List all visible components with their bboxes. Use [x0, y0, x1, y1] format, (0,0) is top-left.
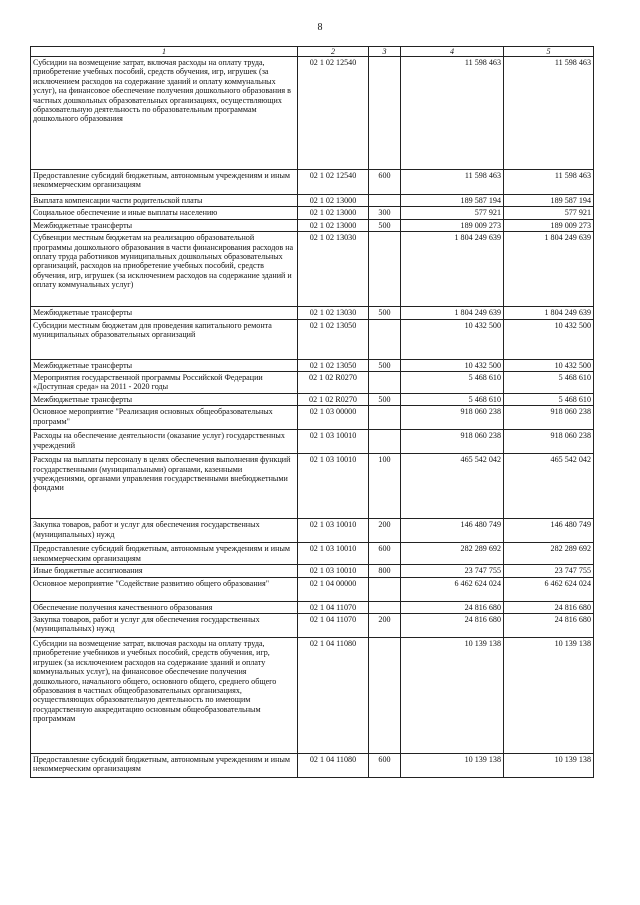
table-row — [31, 430, 594, 454]
row-amount-2: 10 139 138 — [504, 638, 594, 754]
row-code: 02 1 03 10010 — [298, 565, 369, 577]
row-amount-2: 10 139 138 — [504, 754, 594, 778]
column-number-3: 3 — [369, 47, 401, 57]
table-row — [31, 232, 594, 307]
row-amount-1: 11 598 463 — [401, 57, 504, 170]
row-amount-2: 465 542 042 — [504, 454, 594, 519]
page-number: 8 — [317, 22, 323, 33]
row-name: Расходы на выплаты персоналу в целях обеспечения выполнения функций государственными (муниципальными) органами, казенными учреждениями, органами управления государственными внебюджетными фондами — [31, 454, 298, 519]
table-row — [31, 371, 594, 393]
table-row — [31, 359, 594, 371]
row-amount-1: 1 804 249 639 — [401, 307, 504, 319]
row-amount-1: 577 921 — [401, 207, 504, 219]
row-code: 02 1 04 00000 — [298, 577, 369, 601]
row-amount-1: 10 139 138 — [401, 638, 504, 754]
row-amount-1: 10 139 138 — [401, 754, 504, 778]
column-number-2: 2 — [298, 47, 369, 57]
row-type — [369, 638, 401, 754]
row-amount-2: 282 289 692 — [504, 543, 594, 565]
row-type — [369, 319, 401, 359]
row-name: Субсидии местным бюджетам для проведения капитального ремонта муниципальных образовательных организаций — [31, 319, 298, 359]
row-amount-2: 1 804 249 639 — [504, 232, 594, 307]
table-row — [31, 57, 594, 170]
row-amount-1: 24 816 680 — [401, 601, 504, 613]
row-code: 02 1 03 00000 — [298, 406, 369, 430]
row-amount-1: 918 060 238 — [401, 406, 504, 430]
row-amount-1: 6 462 624 024 — [401, 577, 504, 601]
row-type: 200 — [369, 614, 401, 638]
table-row — [31, 393, 594, 405]
table-row — [31, 543, 594, 565]
row-type — [369, 601, 401, 613]
row-name: Межбюджетные трансферты — [31, 393, 298, 405]
table-row — [31, 307, 594, 319]
row-amount-2: 146 480 749 — [504, 519, 594, 543]
row-type: 500 — [369, 307, 401, 319]
row-amount-1: 189 587 194 — [401, 195, 504, 207]
row-name: Предоставление субсидий бюджетным, автономным учреждениям и иным некоммерческим организациям — [31, 543, 298, 565]
row-name: Субсидии на возмещение затрат, включая расходы на оплату труда, приобретение учебных пособий, средств обучения, игр, игрушек (за исключением расходов на содержание зданий и оплату коммунальных услуг), на финансовое обеспечение получения дошкольного образования в частных дошкольных образовательных организациях, осуществляющих образовательную деятельность по образовательным программам дошкольного образования — [31, 57, 298, 170]
table-body — [31, 47, 594, 778]
row-code: 02 1 02 13000 — [298, 195, 369, 207]
row-name: Межбюджетные трансферты — [31, 307, 298, 319]
table-row — [31, 207, 594, 219]
row-code: 02 1 03 10010 — [298, 519, 369, 543]
row-type — [369, 430, 401, 454]
column-number-5: 5 — [504, 47, 594, 57]
row-amount-1: 189 009 273 — [401, 219, 504, 231]
row-code: 02 1 02 12540 — [298, 57, 369, 170]
table-row — [31, 754, 594, 778]
row-type: 500 — [369, 359, 401, 371]
row-amount-2: 24 816 680 — [504, 601, 594, 613]
row-type: 800 — [369, 565, 401, 577]
row-name: Межбюджетные трансферты — [31, 359, 298, 371]
row-name: Субвенции местным бюджетам на реализацию образовательной программы дошкольного образования в части финансирования расходов на оплату труда работников муниципальных дошкольных образовательных организаций, расходов на приобретение учебных пособий, средств обучения, игр, игрушек (за исключением расходов на содержание зданий и оплату коммунальных услуг) — [31, 232, 298, 307]
table-row — [31, 601, 594, 613]
row-type — [369, 195, 401, 207]
row-amount-2: 189 587 194 — [504, 195, 594, 207]
row-amount-1: 23 747 755 — [401, 565, 504, 577]
table-row — [31, 519, 594, 543]
row-type: 500 — [369, 219, 401, 231]
row-amount-1: 282 289 692 — [401, 543, 504, 565]
row-type: 100 — [369, 454, 401, 519]
row-code: 02 1 04 11070 — [298, 601, 369, 613]
row-name: Предоставление субсидий бюджетным, автономным учреждениям и иным некоммерческим организациям — [31, 170, 298, 195]
table-row — [31, 406, 594, 430]
row-amount-1: 11 598 463 — [401, 170, 504, 195]
row-code: 02 1 03 10010 — [298, 454, 369, 519]
row-type — [369, 577, 401, 601]
row-type: 300 — [369, 207, 401, 219]
row-type: 500 — [369, 393, 401, 405]
row-type — [369, 232, 401, 307]
row-name: Основное мероприятие "Содействие развитию общего образования" — [31, 577, 298, 601]
table-row — [31, 454, 594, 519]
row-type: 200 — [369, 519, 401, 543]
table-row — [31, 577, 594, 601]
row-amount-2: 918 060 238 — [504, 406, 594, 430]
row-amount-1: 10 432 500 — [401, 319, 504, 359]
row-amount-1: 5 468 610 — [401, 393, 504, 405]
row-amount-1: 918 060 238 — [401, 430, 504, 454]
row-name: Закупка товаров, работ и услуг для обеспечения государственных (муниципальных) нужд — [31, 614, 298, 638]
row-amount-2: 10 432 500 — [504, 319, 594, 359]
row-amount-2: 6 462 624 024 — [504, 577, 594, 601]
table-row — [31, 565, 594, 577]
table-row — [31, 219, 594, 231]
table-row — [31, 170, 594, 195]
row-amount-2: 5 468 610 — [504, 393, 594, 405]
row-amount-1: 5 468 610 — [401, 371, 504, 393]
row-type: 600 — [369, 170, 401, 195]
row-amount-1: 465 542 042 — [401, 454, 504, 519]
row-code: 02 1 02 13050 — [298, 319, 369, 359]
table-row — [31, 319, 594, 359]
row-name: Социальное обеспечение и иные выплаты населению — [31, 207, 298, 219]
row-name: Расходы на обеспечение деятельности (оказание услуг) государственных учреждений — [31, 430, 298, 454]
row-code: 02 1 03 10010 — [298, 430, 369, 454]
row-amount-2: 10 432 500 — [504, 359, 594, 371]
row-amount-2: 11 598 463 — [504, 170, 594, 195]
row-code: 02 1 02 13030 — [298, 307, 369, 319]
row-name: Основное мероприятие "Реализация основных общеобразовательных программ" — [31, 406, 298, 430]
row-code: 02 1 02 13050 — [298, 359, 369, 371]
row-name: Мероприятия государственной программы Российской Федерации «Доступная среда» на 2011 - 2020 годы — [31, 371, 298, 393]
row-name: Выплата компенсации части родительской платы — [31, 195, 298, 207]
table-row — [31, 638, 594, 754]
row-amount-2: 11 598 463 — [504, 57, 594, 170]
row-type: 600 — [369, 754, 401, 778]
row-type — [369, 406, 401, 430]
row-name: Предоставление субсидий бюджетным, автономным учреждениям и иным некоммерческим организациям — [31, 754, 298, 778]
row-code: 02 1 04 11080 — [298, 754, 369, 778]
column-numbers-row — [31, 47, 594, 57]
row-amount-2: 189 009 273 — [504, 219, 594, 231]
row-name: Иные бюджетные ассигнования — [31, 565, 298, 577]
row-name: Закупка товаров, работ и услуг для обеспечения государственных (муниципальных) нужд — [31, 519, 298, 543]
row-code: 02 1 02 13030 — [298, 232, 369, 307]
row-amount-1: 146 480 749 — [401, 519, 504, 543]
row-amount-1: 1 804 249 639 — [401, 232, 504, 307]
row-code: 02 1 02 13000 — [298, 219, 369, 231]
row-type — [369, 57, 401, 170]
row-name: Субсидии на возмещение затрат, включая расходы на оплату труда, приобретение учебников и учебных пособий, средств обучения, игр, игрушек (за исключением расходов на содержание зданий и оплату коммунальных услуг), на финансовое обеспечение получения дошкольного, начального общего, основного общего, среднего общего образования в частных общеобразовательных организациях, осуществляющих образовательную деятельность по имеющим государственную аккредитацию основным общеобразовательным программам — [31, 638, 298, 754]
column-number-4: 4 — [401, 47, 504, 57]
row-amount-2: 5 468 610 — [504, 371, 594, 393]
row-code: 02 1 02 13000 — [298, 207, 369, 219]
row-name: Межбюджетные трансферты — [31, 219, 298, 231]
row-amount-2: 1 804 249 639 — [504, 307, 594, 319]
row-code: 02 1 04 11080 — [298, 638, 369, 754]
row-code: 02 1 03 10010 — [298, 543, 369, 565]
row-code: 02 1 02 R0270 — [298, 371, 369, 393]
column-number-1: 1 — [31, 47, 298, 57]
row-code: 02 1 02 R0270 — [298, 393, 369, 405]
row-amount-2: 23 747 755 — [504, 565, 594, 577]
row-code: 02 1 04 11070 — [298, 614, 369, 638]
row-code: 02 1 02 12540 — [298, 170, 369, 195]
row-type: 600 — [369, 543, 401, 565]
row-amount-1: 24 816 680 — [401, 614, 504, 638]
row-amount-1: 10 432 500 — [401, 359, 504, 371]
table-row — [31, 195, 594, 207]
row-amount-2: 918 060 238 — [504, 430, 594, 454]
row-type — [369, 371, 401, 393]
row-amount-2: 24 816 680 — [504, 614, 594, 638]
table-row — [31, 614, 594, 638]
row-name: Обеспечение получения качественного образования — [31, 601, 298, 613]
budget-table — [30, 46, 594, 778]
row-amount-2: 577 921 — [504, 207, 594, 219]
